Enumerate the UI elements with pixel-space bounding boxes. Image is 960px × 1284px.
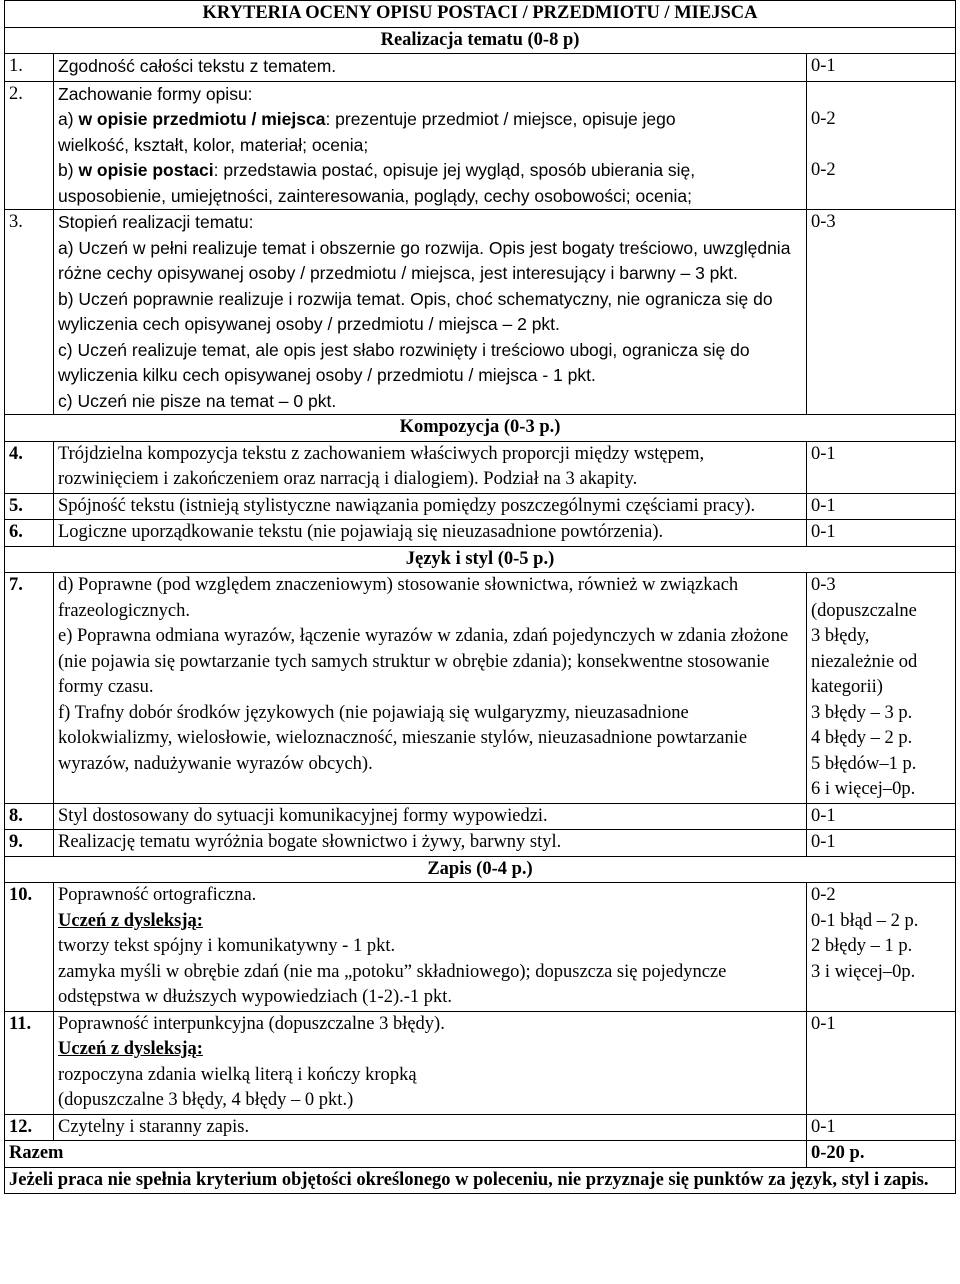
total-row <box>5 1141 956 1168</box>
total-label: Razem <box>5 1141 807 1168</box>
criterion-text: Poprawność ortograficzna. Uczeń z dysleksją: tworzy tekst spójny i komunikatywny - 1 pkt. zamyka myśli w obrębie zdań (nie ma „potoku” składniowego); dopuszcza się pojedyncze odstępstwa w dłuższych wypowiedziach (1-2).-1 pkt. <box>54 883 807 1012</box>
section-row <box>5 415 956 442</box>
table-row <box>5 830 956 857</box>
table-row <box>5 520 956 547</box>
criterion-text: d) Poprawne (pod względem znaczeniowym) stosowanie słownictwa, również w związkach frazeologicznych. e) Poprawna odmiana wyrazów, łączenie wyrazów w zdania, zdań pojedynczych w zdania złożone (nie pojawia się powtarzanie tych samych struktur w obrębie zdania); konsekwentne stosowanie formy czasu. f) Trafny dobór środków językowych (nie pojawiają się wulgaryzmy, nieuzasadnione kolokwializmy, wielosłowie, wieloznaczność, mieszanie stylów, nieuzasadnione powtarzanie wyrazów, nadużywanie wyrazów obcych). <box>54 573 807 804</box>
criteria-table <box>4 0 956 1194</box>
criterion-number: 3. <box>5 210 54 415</box>
criterion-score: 0-3 <box>807 210 956 415</box>
section-heading-realization: Realizacja tematu (0-8 p) <box>5 27 956 54</box>
criterion-number: 1. <box>5 54 54 82</box>
section-heading-writing: Zapis (0-4 p.) <box>5 856 956 883</box>
criterion-number: 10. <box>5 883 54 1012</box>
section-heading-composition: Kompozycja (0-3 p.) <box>5 415 956 442</box>
criterion-number: 12. <box>5 1114 54 1141</box>
table-row <box>5 493 956 520</box>
criterion-number: 9. <box>5 830 54 857</box>
criterion-number: 5. <box>5 493 54 520</box>
criterion-score: 0-1 <box>807 1114 956 1141</box>
footer-note: Jeżeli praca nie spełnia kryterium objętości określonego w poleceniu, nie przyznaje się punktów za język, styl i zapis. <box>5 1167 956 1194</box>
section-heading-language: Język i styl (0-5 p.) <box>5 546 956 573</box>
criterion-text: Trójdzielna kompozycja tekstu z zachowaniem właściwych proporcji między wstępem, rozwinięciem i zakończeniem oraz narracją i dialogiem). Podział na 3 akapity. <box>54 441 807 493</box>
table-row <box>5 883 956 1012</box>
criterion-score: 0-3 (dopuszczalne 3 błędy, niezależnie od kategorii) 3 błędy – 3 p. 4 błędy – 2 p. 5 błędów–1 p. 6 i więcej–0p. <box>807 573 956 804</box>
criterion-score: 0-1 <box>807 830 956 857</box>
table-row <box>5 1011 956 1114</box>
criterion-text: Poprawność interpunkcyjna (dopuszczalne 3 błędy). Uczeń z dysleksją: rozpoczyna zdania wielką literą i kończy kropką (dopuszczalne 3 błędy, 4 błędy – 0 pkt.) <box>54 1011 807 1114</box>
criterion-text: Styl dostosowany do sytuacji komunikacyjnej formy wypowiedzi. <box>54 803 807 830</box>
criterion-score: 0-1 <box>807 803 956 830</box>
criterion-text: Stopień realizacji tematu: a) Uczeń w pełni realizuje temat i obszernie go rozwija. Opis jest bogaty treściowo, uwzględnia różne cechy opisywanej osoby / przedmiotu / miejsca, jest interesujący i barwny – 3 pkt. b) Uczeń poprawnie realizuje i rozwija temat. Opis, choć schematyczny, nie ogranicza się do wyliczenia cech opisywanej osoby / przedmiotu / miejsca – 2 pkt. c) Uczeń realizuje temat, ale opis jest słabo rozwinięty i treściowo ubogi, ogranicza się do wyliczenia kilku cech opisywanej osoby / przedmiotu / miejsca - 1 pkt. c) Uczeń nie pisze na temat – 0 pkt. <box>54 210 807 415</box>
criterion-number: 2. <box>5 81 54 210</box>
total-score: 0-20 p. <box>807 1141 956 1168</box>
criterion-text: Realizację tematu wyróżnia bogate słownictwo i żywy, barwny styl. <box>54 830 807 857</box>
criterion-number: 4. <box>5 441 54 493</box>
criterion-number: 6. <box>5 520 54 547</box>
criterion-score: 0-1 <box>807 520 956 547</box>
criterion-number: 7. <box>5 573 54 804</box>
criterion-score: 0-1 <box>807 1011 956 1114</box>
criterion-text: Czytelny i staranny zapis. <box>54 1114 807 1141</box>
section-row <box>5 546 956 573</box>
criterion-score: 0-1 <box>807 54 956 82</box>
table-row <box>5 441 956 493</box>
table-title: KRYTERIA OCENY OPISU POSTACI / PRZEDMIOTU / MIEJSCA <box>5 1 956 28</box>
criterion-score: 0-2 0-2 <box>807 81 956 210</box>
table-row <box>5 210 956 415</box>
criterion-text: Spójność tekstu (istnieją stylistyczne nawiązania pomiędzy poszczególnymi częściami pracy). <box>54 493 807 520</box>
criterion-text: Zgodność całości tekstu z tematem. <box>54 54 807 82</box>
table-row <box>5 803 956 830</box>
criterion-score: 0-2 0-1 błąd – 2 p. 2 błędy – 1 p. 3 i więcej–0p. <box>807 883 956 1012</box>
criterion-score: 0-1 <box>807 441 956 493</box>
table-row <box>5 573 956 804</box>
section-row <box>5 27 956 54</box>
table-row <box>5 1114 956 1141</box>
table-row <box>5 54 956 82</box>
criterion-text: Logiczne uporządkowanie tekstu (nie pojawiają się nieuzasadnione powtórzenia). <box>54 520 807 547</box>
criterion-score: 0-1 <box>807 493 956 520</box>
criterion-number: 11. <box>5 1011 54 1114</box>
section-row <box>5 856 956 883</box>
criterion-text: Zachowanie formy opisu: a) w opisie przedmiotu / miejsca: prezentuje przedmiot / miejsce, opisuje jego wielkość, kształt, kolor, materiał; ocenia; b) w opisie postaci: przedstawia postać, opisuje jej wygląd, sposób ubierania się, usposobienie, umiejętności, zainteresowania, poglądy, cechy osobowości; ocenia; <box>54 81 807 210</box>
title-row <box>5 1 956 28</box>
footer-row <box>5 1167 956 1194</box>
table-row <box>5 81 956 210</box>
criterion-number: 8. <box>5 803 54 830</box>
